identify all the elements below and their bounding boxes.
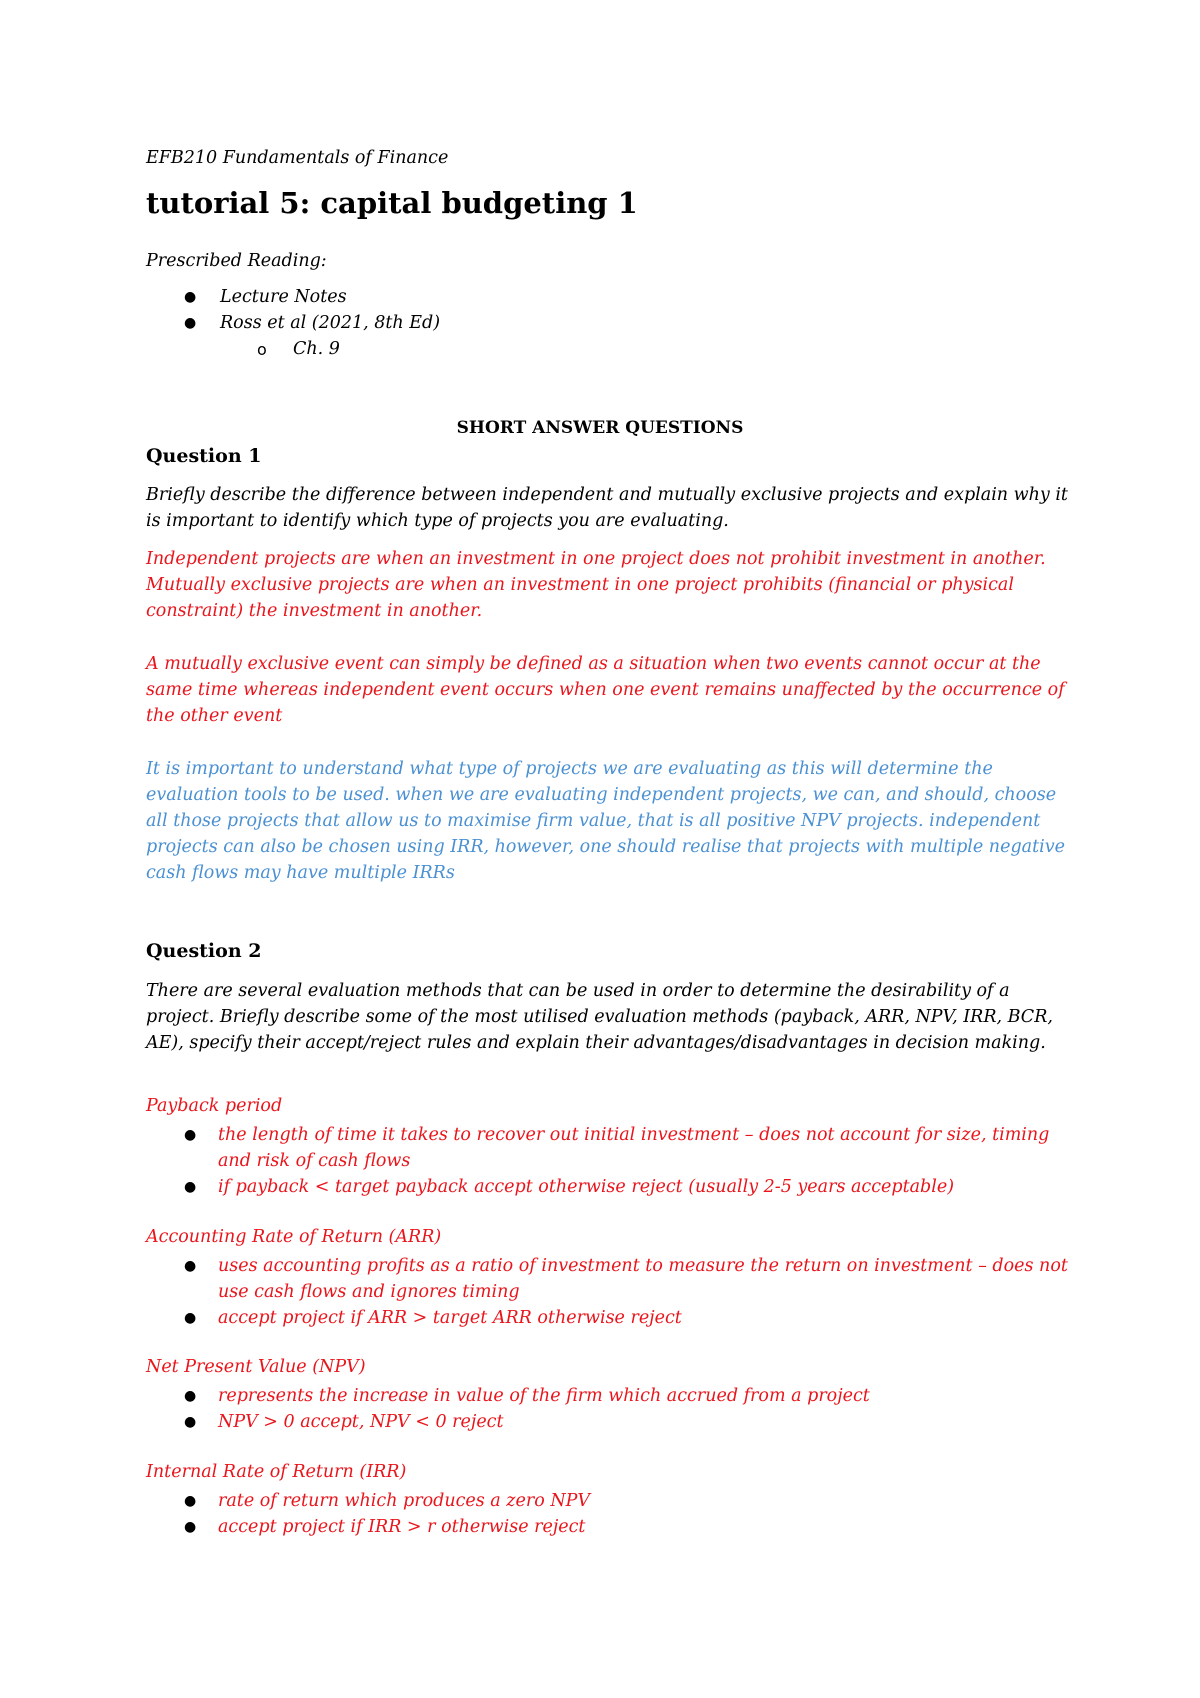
question-2-heading: Question 2: [146, 940, 262, 962]
question-2-prompt: There are several evaluation methods that can be used in order to determine the desirability of a project. Briefly describe some of the most utilised evaluation methods (payback, ARR, NPV, IRR, BCR, AE), specify their accept/reject rules and explain their advantages/disadvantages in decision making.: [146, 981, 1053, 1053]
method-point: ● uses accounting profits as a ratio of investment to measure the return on investment – does not use cash flows and ignores timing: [146, 1253, 1076, 1305]
method-heading: Payback period: [146, 1096, 283, 1116]
method-heading: Internal Rate of Return (IRR): [146, 1462, 407, 1482]
bullet-icon: ●: [184, 1258, 197, 1274]
bullet-icon: ●: [184, 1493, 197, 1509]
method-heading: Net Present Value (NPV): [146, 1357, 366, 1377]
section-heading: SHORT ANSWER QUESTIONS: [456, 418, 744, 438]
question-1-answer: Independent projects are when an investment in one project does not prohibit investment in another. Mutually exclusive projects are when an investment in one project prohibits (financial or physical constraint) the investment in another.: [146, 549, 1046, 621]
method-points: [146, 1122, 1076, 1200]
method-point: ● if payback < target payback accept otherwise reject (usually 2-5 years acceptable): [146, 1174, 1076, 1200]
method-point: ● accept project if IRR > r otherwise reject: [146, 1514, 1076, 1540]
bullet-icon: ●: [184, 1519, 197, 1535]
method-heading: Accounting Rate of Return (ARR): [146, 1227, 442, 1247]
method-point: ● rate of return which produces a zero NPV: [146, 1488, 1076, 1514]
method-point: ● the length of time it takes to recover out initial investment – does not account for size, timing and risk of cash flows: [146, 1122, 1076, 1174]
course-name: EFB210 Fundamentals of Finance: [146, 148, 449, 168]
bullet-icon: ●: [184, 1310, 197, 1326]
bullet-icon: ●: [184, 1127, 197, 1143]
question-1-heading: Question 1: [146, 445, 262, 467]
method-point: ● accept project if ARR > target ARR otherwise reject: [146, 1305, 1076, 1331]
method-point: ● NPV > 0 accept, NPV < 0 reject: [146, 1409, 1076, 1435]
question-1-answer: It is important to understand what type of projects we are evaluating as this will determine the evaluation tools to be used. when we are evaluating independent projects, we can, and should, choose all those projects that allow us to maximise firm value, that is all positive NPV projects. independent projects can also be chosen using IRR, however, one should realise that projects with multiple negative cash flows may have multiple IRRs: [146, 759, 1065, 883]
bullet-icon: ●: [184, 315, 197, 331]
bullet-icon: ●: [184, 1414, 197, 1430]
question-1-prompt: Briefly describe the difference between independent and mutually exclusive projects and explain why it is important to identify which type of projects you are evaluating.: [146, 485, 1068, 531]
method-points: [146, 1253, 1076, 1331]
bullet-icon: ●: [184, 1388, 197, 1404]
bullet-icon: ●: [184, 289, 197, 305]
question-1-answer: A mutually exclusive event can simply be defined as a situation when two events cannot occur at the same time whereas independent event occurs when one event remains unaffected by the occurrence of the other event: [146, 654, 1065, 726]
method-points: [146, 1383, 1076, 1435]
subbullet-icon: o: [257, 340, 267, 359]
reading-item: Lecture Notes: [220, 287, 347, 307]
method-point: ● represents the increase in value of the firm which accrued from a project: [146, 1383, 1076, 1409]
page-title: tutorial 5: capital budgeting 1: [146, 186, 638, 220]
method-points: [146, 1488, 1076, 1540]
reading-subitem: Ch. 9: [293, 339, 340, 359]
prescribed-reading-label: Prescribed Reading:: [146, 251, 327, 271]
reading-item: Ross et al (2021, 8th Ed): [220, 313, 441, 333]
bullet-icon: ●: [184, 1179, 197, 1195]
